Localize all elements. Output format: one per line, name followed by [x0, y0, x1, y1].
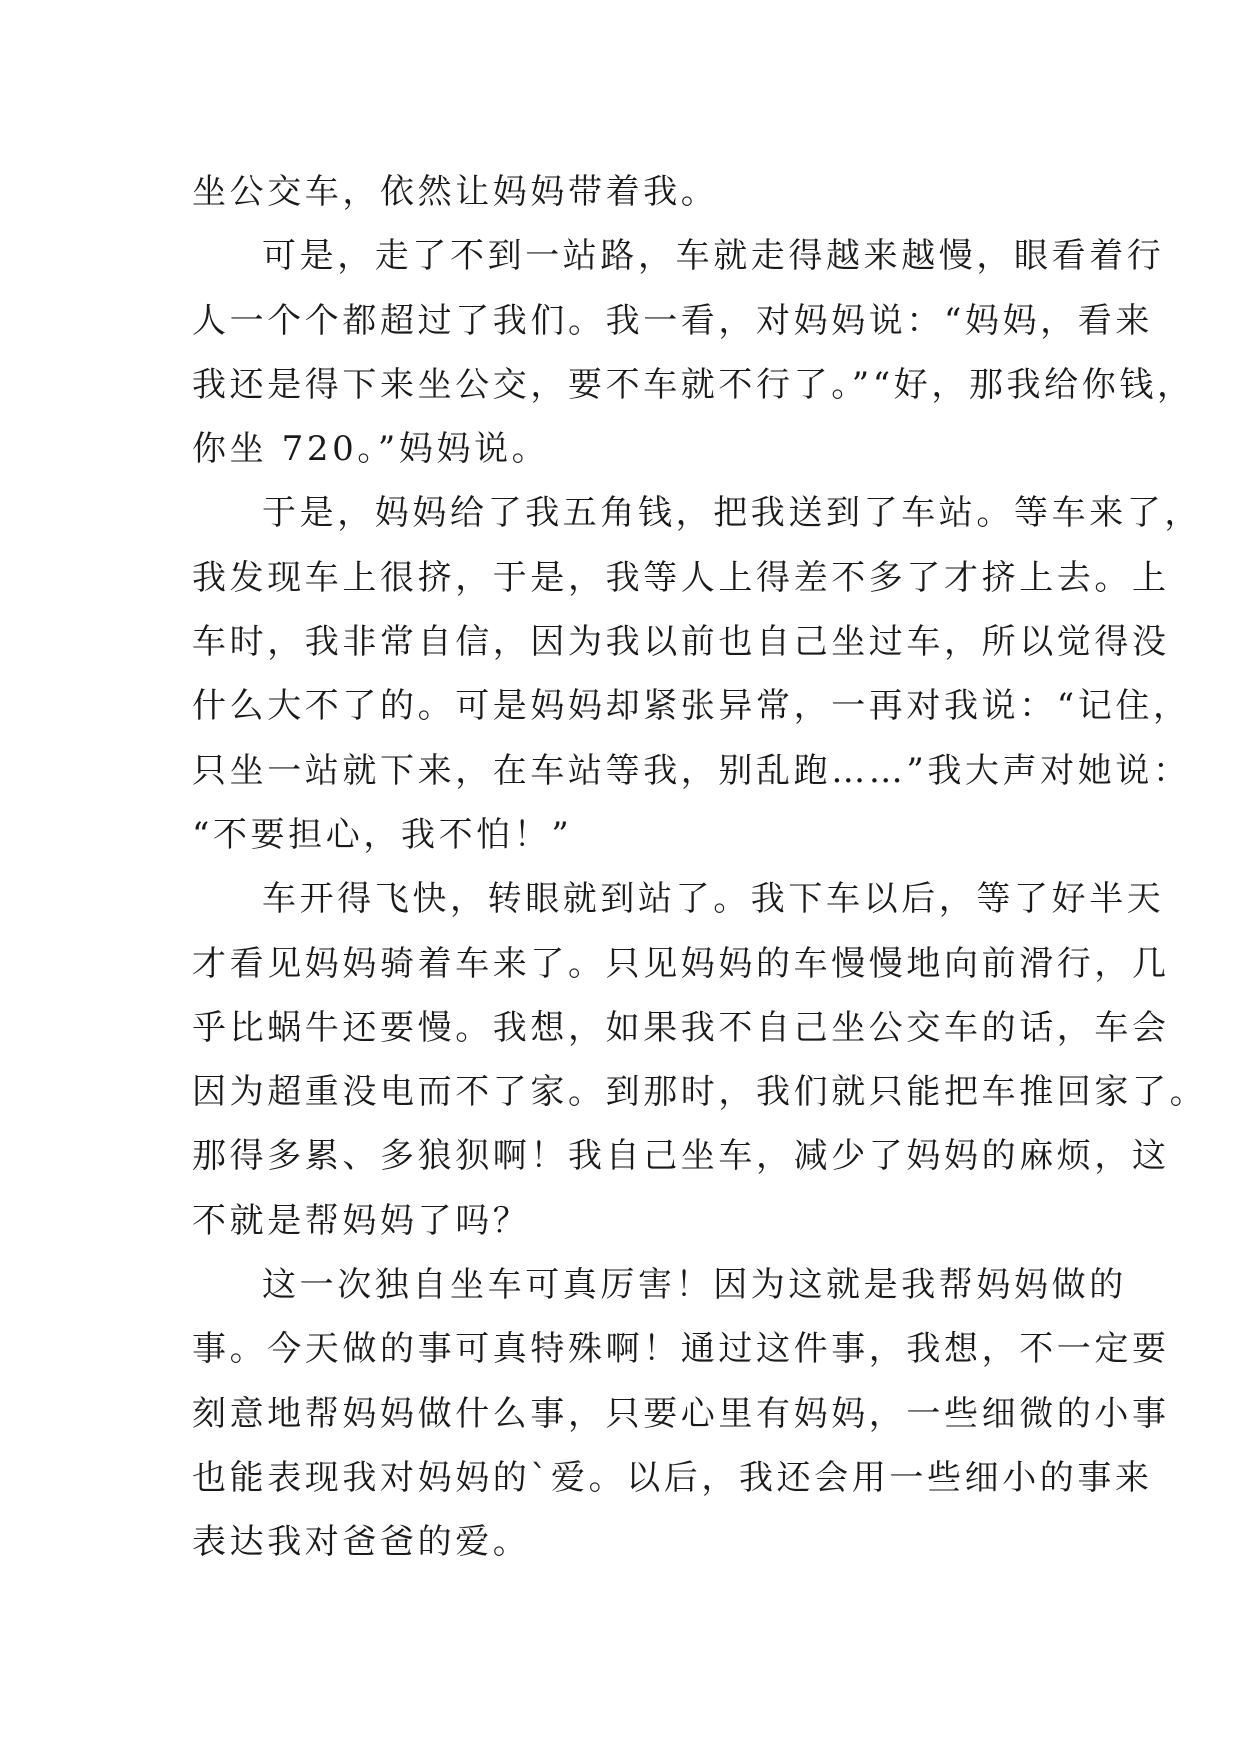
- text-line: 于是，妈妈给了我五角钱，把我送到了车站。等车来了，: [262, 493, 1202, 534]
- text-line: 表达我对爸爸的爱。: [192, 1522, 531, 1563]
- text-line: 因为超重没电而不了家。到那时，我们就只能把车推回家了。: [192, 1072, 1208, 1113]
- text-line: 才看见妈妈骑着车来了。只见妈妈的车慢慢地向前滑行，几: [192, 943, 1170, 984]
- essay-body: [192, 160, 1208, 1575]
- text-line: 刻意地帮妈妈做什么事，只要心里有妈妈，一些细微的小事: [192, 1393, 1170, 1434]
- text-line: 也能表现我对妈妈的`爱。以后，我还会用一些细小的事来: [192, 1457, 1153, 1498]
- text-line: 那得多累、多狼狈啊！我自己坐车，减少了妈妈的麻烦，这: [192, 1136, 1170, 1177]
- text-line: 乎比蜗牛还要慢。我想，如果我不自己坐公交车的话，车会: [192, 1007, 1170, 1048]
- text-line: 我还是得下来坐公交，要不车就不行了。”“好，那我给你钱，: [192, 364, 1195, 405]
- text-line: “不要担心，我不怕！”: [192, 814, 573, 855]
- text-line: 车时，我非常自信，因为我以前也自己坐过车，所以觉得没: [192, 622, 1170, 663]
- text-line: 人一个个都超过了我们。我一看，对妈妈说：“妈妈，看来: [192, 300, 1153, 341]
- text-line: 什么大不了的。可是妈妈却紧张异常，一再对我说：“记住，: [192, 686, 1191, 727]
- text-line: 你坐 720。”妈妈说。: [192, 429, 550, 470]
- text-line: 坐公交车，依然让妈妈带着我。: [192, 172, 719, 212]
- text-line: 这一次独自坐车可真厉害！因为这就是我帮妈妈做的: [262, 1265, 1127, 1306]
- text-line: 我发现车上很挤，于是，我等人上得差不多了才挤上去。上: [192, 557, 1170, 598]
- text-line: 可是，走了不到一站路，车就走得越来越慢，眼看着行: [262, 236, 1165, 277]
- text-line: 不就是帮妈妈了吗？: [192, 1200, 531, 1241]
- text-line: 事。今天做的事可真特殊啊！通过这件事，我想，不一定要: [192, 1329, 1170, 1370]
- text-line: 只坐一站就下来，在车站等我，别乱跑……”我大声对她说：: [192, 750, 1191, 791]
- text-line: 车开得飞快，转眼就到站了。我下车以后，等了好半天: [262, 879, 1165, 920]
